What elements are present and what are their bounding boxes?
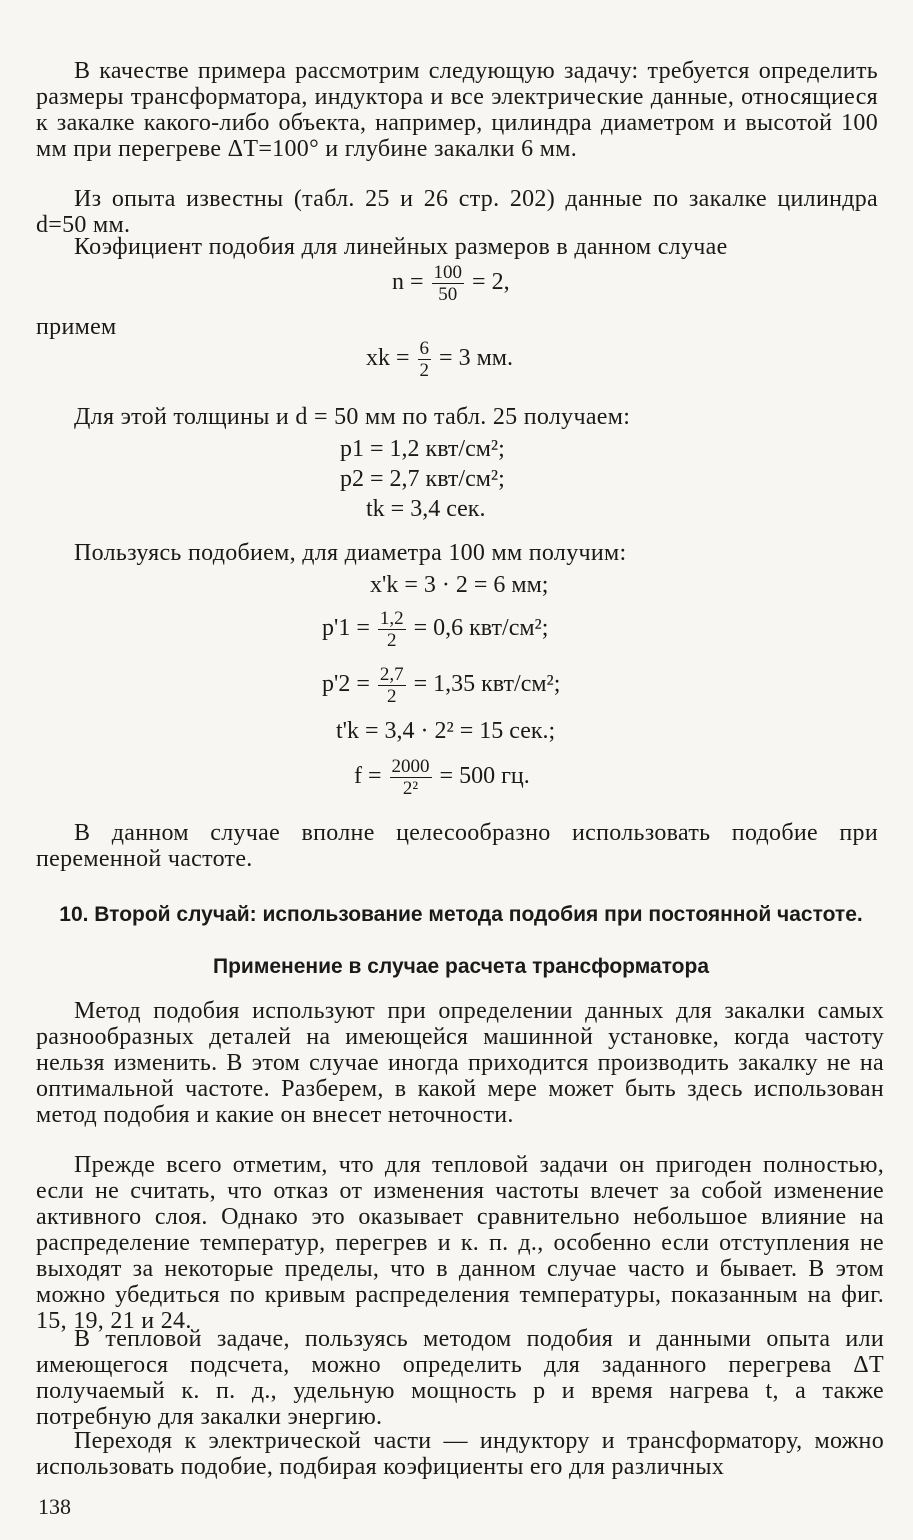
equation-p2-prime (322, 664, 560, 707)
fraction-f-denominator: 2² (402, 778, 419, 799)
paragraph-conclusion: В данном случае вполне целесообразно использовать подобие при переменной частоте. (36, 820, 878, 872)
paragraph-thickness: Для этой толщины и d = 50 мм по табл. 25 получаем: (74, 404, 631, 430)
equation-n (392, 262, 510, 305)
equation-p1-prime-rhs: = 0,6 квт/см²; (413, 615, 549, 642)
page-number: 138 (38, 1494, 71, 1519)
equation-tk-prime: t'k = 3,4 · 2² = 15 сек.; (336, 718, 556, 744)
fraction-xk-denominator: 2 (419, 360, 430, 381)
section-subheading: Применение в случае расчета трансформатора (212, 955, 709, 978)
fraction-p1-prime-denominator: 2 (386, 630, 397, 651)
paragraph-electrical-part: Переходя к электрической части — индуктору и трансформатору, можно использовать подобие, подбирая коэфициенты его для различных (36, 1428, 884, 1480)
equation-p1-prime-lhs: p'1 = (322, 615, 370, 642)
paragraph-problem-statement: В качестве примера рассмотрим следующую задачу: требуется определить размеры трансформатора, индуктора и все электрические данные, относящиеся к закалке какого-либо объекта, например, цилиндра диаметром и высотой 100 мм при перегреве ΔT=100° и глубине закалки 6 мм. (36, 58, 878, 162)
paragraph-similarity-coefficient: Коэфициент подобия для линейных размеров в данном случае (74, 234, 728, 260)
fraction-xk (418, 338, 432, 381)
fraction-p2-prime (378, 664, 406, 707)
equation-p2-prime-rhs: = 1,35 квт/см²; (413, 671, 561, 698)
equation-n-lhs: n = (392, 269, 424, 296)
fraction-n-denominator: 50 (438, 284, 458, 305)
fraction-p1-prime-numerator: 1,2 (379, 608, 404, 629)
equation-p1-prime (322, 608, 548, 651)
equation-n-rhs: = 2, (472, 269, 510, 296)
equation-p1: p1 = 1,2 квт/см²; (340, 436, 505, 462)
equation-xk-lhs: xk = (366, 345, 410, 372)
fraction-xk-numerator: 6 (419, 338, 430, 359)
word-primem: примем (36, 314, 117, 340)
section-heading: 10. Второй случай: использование метода подобия при постоянной частоте. (59, 903, 863, 926)
equation-f (354, 756, 530, 799)
equation-xk-prime: x'k = 3 · 2 = 6 мм; (370, 572, 549, 598)
equation-xk (366, 338, 513, 381)
paragraph-method-usage: Метод подобия используют при определении данных для закалки самых разнообразных деталей на имеющейся машинной установке, когда частоту нельзя изменить. В этом случае иногда приходится производить закалку не на оптимальной частоте. Разберем, в какой мере может быть здесь использован метод подобия и какие он внесет неточности. (36, 998, 884, 1128)
equation-p2-prime-lhs: p'2 = (322, 671, 370, 698)
equation-f-rhs: = 500 гц. (439, 763, 530, 790)
fraction-p2-prime-denominator: 2 (386, 686, 397, 707)
paragraph-experiment-data: Из опыта известны (табл. 25 и 26 стр. 202) данные по закалке цилиндра d=50 мм. (36, 186, 878, 238)
equation-f-lhs: f = (354, 763, 382, 790)
equation-xk-rhs: = 3 мм. (439, 345, 513, 372)
fraction-f (390, 756, 432, 799)
fraction-p2-prime-numerator: 2,7 (379, 664, 404, 685)
paragraph-thermal-task: Прежде всего отметим, что для тепловой задачи он пригоден полностью, если не считать, что отказ от изменения частоты влечет за собой изменение активного слоя. Однако это оказывает сравнительно небольшое влияние на распределение температур, перегрев и к. п. д., особенно если отступления не выходят за некоторые пределы, что в данном случае часто и бывает. В этом можно убедиться по кривым распределения температуры, показанным на фиг. 15, 19, 21 и 24. (36, 1152, 884, 1334)
fraction-f-numerator: 2000 (391, 756, 430, 777)
paragraph-using-similarity: Пользуясь подобием, для диаметра 100 мм получим: (74, 540, 627, 566)
paragraph-thermal-calculation: В тепловой задаче, пользуясь методом подобия и данными опыта или имеющегося подсчета, можно определить для заданного перегрева ΔT получаемый к. п. д., удельную мощность p и время нагрева t, а также потребную для закалки энергию. (36, 1326, 884, 1430)
fraction-p1-prime (378, 608, 406, 651)
equation-tk: tk = 3,4 сек. (366, 496, 486, 522)
fraction-n-numerator: 100 (433, 262, 463, 283)
fraction-n (432, 262, 465, 305)
equation-p2: p2 = 2,7 квт/см²; (340, 466, 505, 492)
